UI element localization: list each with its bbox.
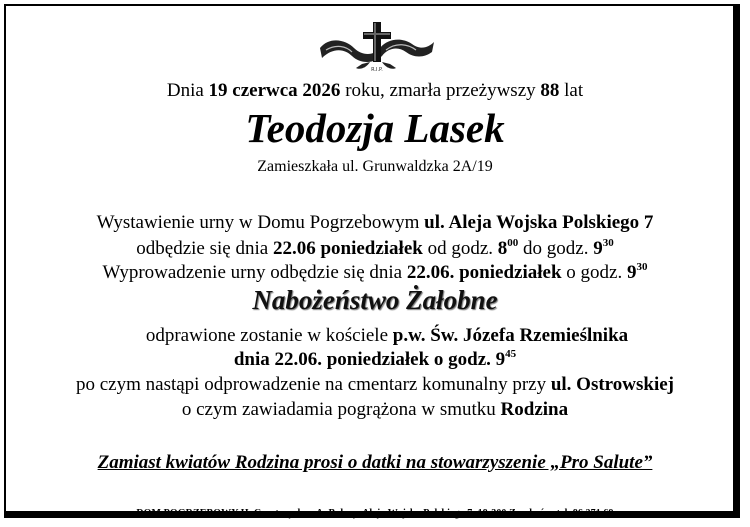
death-notice-line: Dnia 19 czerwca 2026 roku, zmarła przeżywszy 88 lat xyxy=(166,80,584,101)
death-date: 19 czerwca 2026 xyxy=(208,80,341,101)
age: 88 xyxy=(540,80,560,101)
urn-departure-line: Wyprowadzenie urny odbędzie się dnia 22.06. poniedziałek o godz. $9^{30}$ xyxy=(102,261,648,283)
family-line: o czym zawiadamia pogrążona w smutku Rodzina xyxy=(181,399,569,420)
svg-text:R.I.P.: R.I.P. xyxy=(371,67,383,73)
service-title: Nabożeństwo Żałobne xyxy=(252,285,498,315)
deceased-name: Teodozja Lasek xyxy=(245,105,505,151)
service-time-line: dnia 22.06. poniedziałek o godz. $9^{45}$ xyxy=(233,348,517,370)
donation-request: Zamiast kwiatów Rodzina prosi o datki na stowarzyszenie „Pro Salute” xyxy=(97,452,653,473)
urn-exhibition-line: Wystawienie urny w Domu Pogrzebowym ul. Aleja Wojska Polskiego 7 xyxy=(96,212,654,233)
cemetery-line: po czym nastąpi odprowadzenie na cmentarz komunalny przy ul. Ostrowskiej xyxy=(76,374,674,395)
cross-ribbon-icon xyxy=(316,18,438,74)
urn-time-line: odbędzie się dnia 22.06 poniedziałek od godz. $8^{00}$ do godz. $9^{30}$ xyxy=(136,237,614,259)
funeral-home-footer: DOM POGRZEBOWY H. Czartoryska –A. Bałazy, Aleja Wojska Polskiego 7, 18-300 Zambrów, tel. 86 271 69 xyxy=(136,508,614,519)
church-line: odprawione zostanie w kościele p.w. Św. Józefa Rzemieślnika xyxy=(145,325,629,346)
address: Zamieszkała ul. Grunwaldzka 2A/19 xyxy=(257,158,493,175)
